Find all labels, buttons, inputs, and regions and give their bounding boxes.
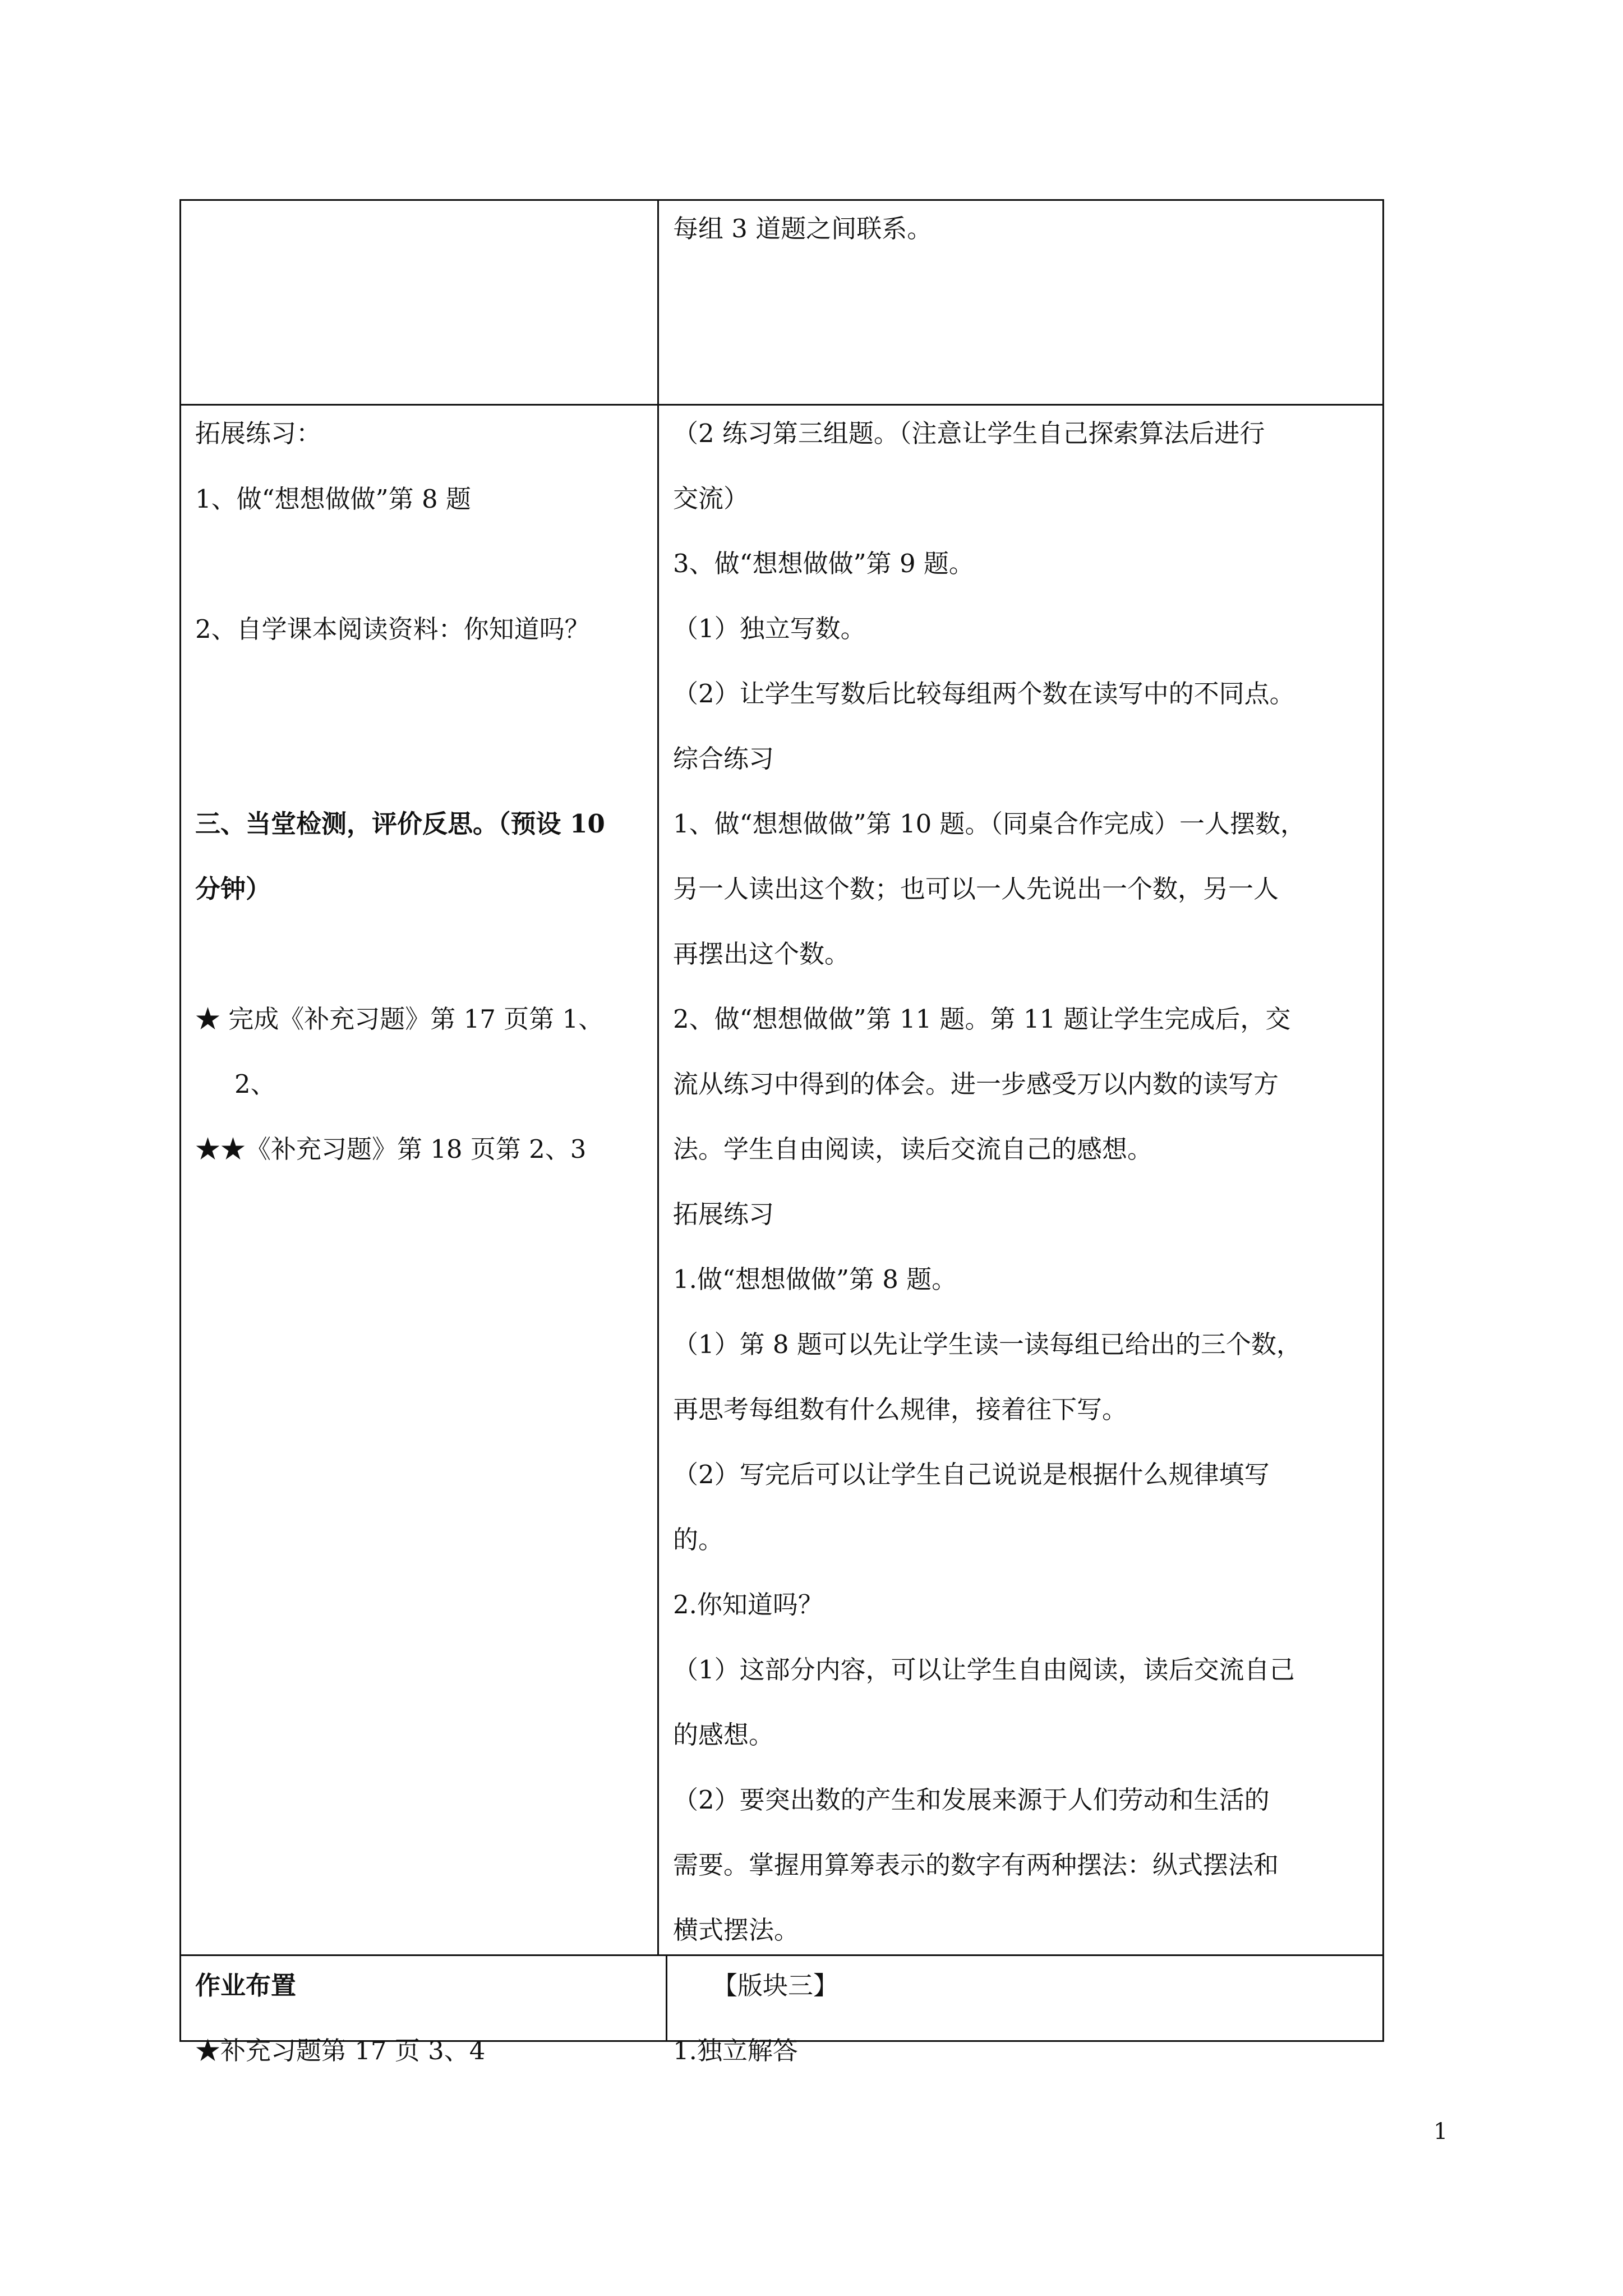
block-three-heading: 【版块三】	[712, 1971, 839, 2000]
star-task-1-cont: 2、	[234, 1069, 276, 1099]
row2-right-line-9: 再摆出这个数。	[673, 939, 850, 969]
row2-right-line-22: （2）要突出数的产生和发展来源于人们劳动和生活的	[673, 1785, 1270, 1815]
row1-right-line-1: 每组 3 道题之间联系。	[673, 214, 933, 243]
row3-left-cell	[195, 1970, 661, 2065]
row2-right-line-20: （1）这部分内容，可以让学生自由阅读，读后交流自己	[673, 1655, 1295, 1685]
column-divider-lower	[666, 1954, 667, 2042]
section-three-heading-cont: 分钟）	[195, 874, 271, 904]
row2-right-line-2: 交流）	[673, 484, 749, 513]
row1-right-cell	[673, 213, 1374, 398]
row2-right-line-14: 1.做“想想做做”第 8 题。	[673, 1264, 957, 1294]
row2-right-line-7: 1、做“想想做做”第 10 题。（同桌合作完成）一人摆数，	[673, 809, 1306, 839]
column-divider-upper	[657, 199, 659, 1956]
page-number: 1	[1433, 2119, 1448, 2145]
homework-heading: 作业布置	[195, 1971, 297, 2000]
row2-right-line-1: （2 练习第三组题。（注意让学生自己探索算法后进行	[673, 418, 1265, 448]
row2-right-line-21: 的感想。	[673, 1720, 774, 1750]
row-divider-2	[179, 1954, 1384, 1956]
star-task-2: ★★《补充习题》第 18 页第 2、3	[195, 1134, 587, 1164]
row2-right-line-23: 需要。掌握用算筹表示的数字有两种摆法：纵式摆法和	[673, 1850, 1279, 1880]
extension-item-1: 1、做“想想做做”第 8 题	[195, 484, 471, 514]
row2-right-line-24: 横式摆法。	[673, 1915, 800, 1945]
row2-right-cell	[673, 418, 1374, 1949]
section-three-heading: 三、当堂检测，评价反思。（预设 10	[195, 809, 605, 839]
row2-right-line-6: 综合练习	[673, 744, 774, 774]
extension-item-2: 2、自学课本阅读资料：你知道吗？	[195, 614, 590, 644]
row2-right-line-18: 的。	[673, 1525, 724, 1554]
row3-right-cell	[673, 1970, 1374, 2065]
star-task-1: ★ 完成《补充习题》第 17 页第 1、	[195, 1004, 604, 1034]
row2-right-line-8: 另一人读出这个数；也可以一人先说出一个数，另一人	[673, 874, 1279, 904]
row2-right-line-12: 法。学生自由阅读，读后交流自己的感想。	[673, 1134, 1153, 1164]
row2-right-line-5: （2）让学生写数后比较每组两个数在读写中的不同点。	[673, 679, 1295, 708]
row2-right-line-17: （2）写完后可以让学生自己说说是根据什么规律填写	[673, 1460, 1270, 1489]
row2-right-line-19: 2.你知道吗？	[673, 1590, 823, 1619]
row-divider-1	[179, 404, 1384, 406]
row2-right-line-16: 再思考每组数有什么规律，接着往下写。	[673, 1395, 1128, 1424]
row2-right-line-3: 3、做“想想做做”第 9 题。	[673, 549, 974, 578]
row2-left-cell	[195, 418, 655, 1949]
extension-practice-heading: 拓展练习：	[195, 418, 322, 448]
block-three-item: 1.独立解答	[673, 2036, 798, 2065]
row2-right-line-11: 流从练习中得到的体会。进一步感受万以内数的读写方	[673, 1069, 1279, 1099]
row2-right-line-10: 2、做“想想做做”第 11 题。第 11 题让学生完成后，交	[673, 1004, 1291, 1034]
row2-right-line-15: （1）第 8 题可以先让学生读一读每组已给出的三个数，	[673, 1329, 1302, 1359]
row2-right-line-4: （1）独立写数。	[673, 614, 866, 643]
homework-item: ★补充习题第 17 页 3、4	[195, 2036, 486, 2065]
row2-right-line-13: 拓展练习	[673, 1199, 774, 1229]
